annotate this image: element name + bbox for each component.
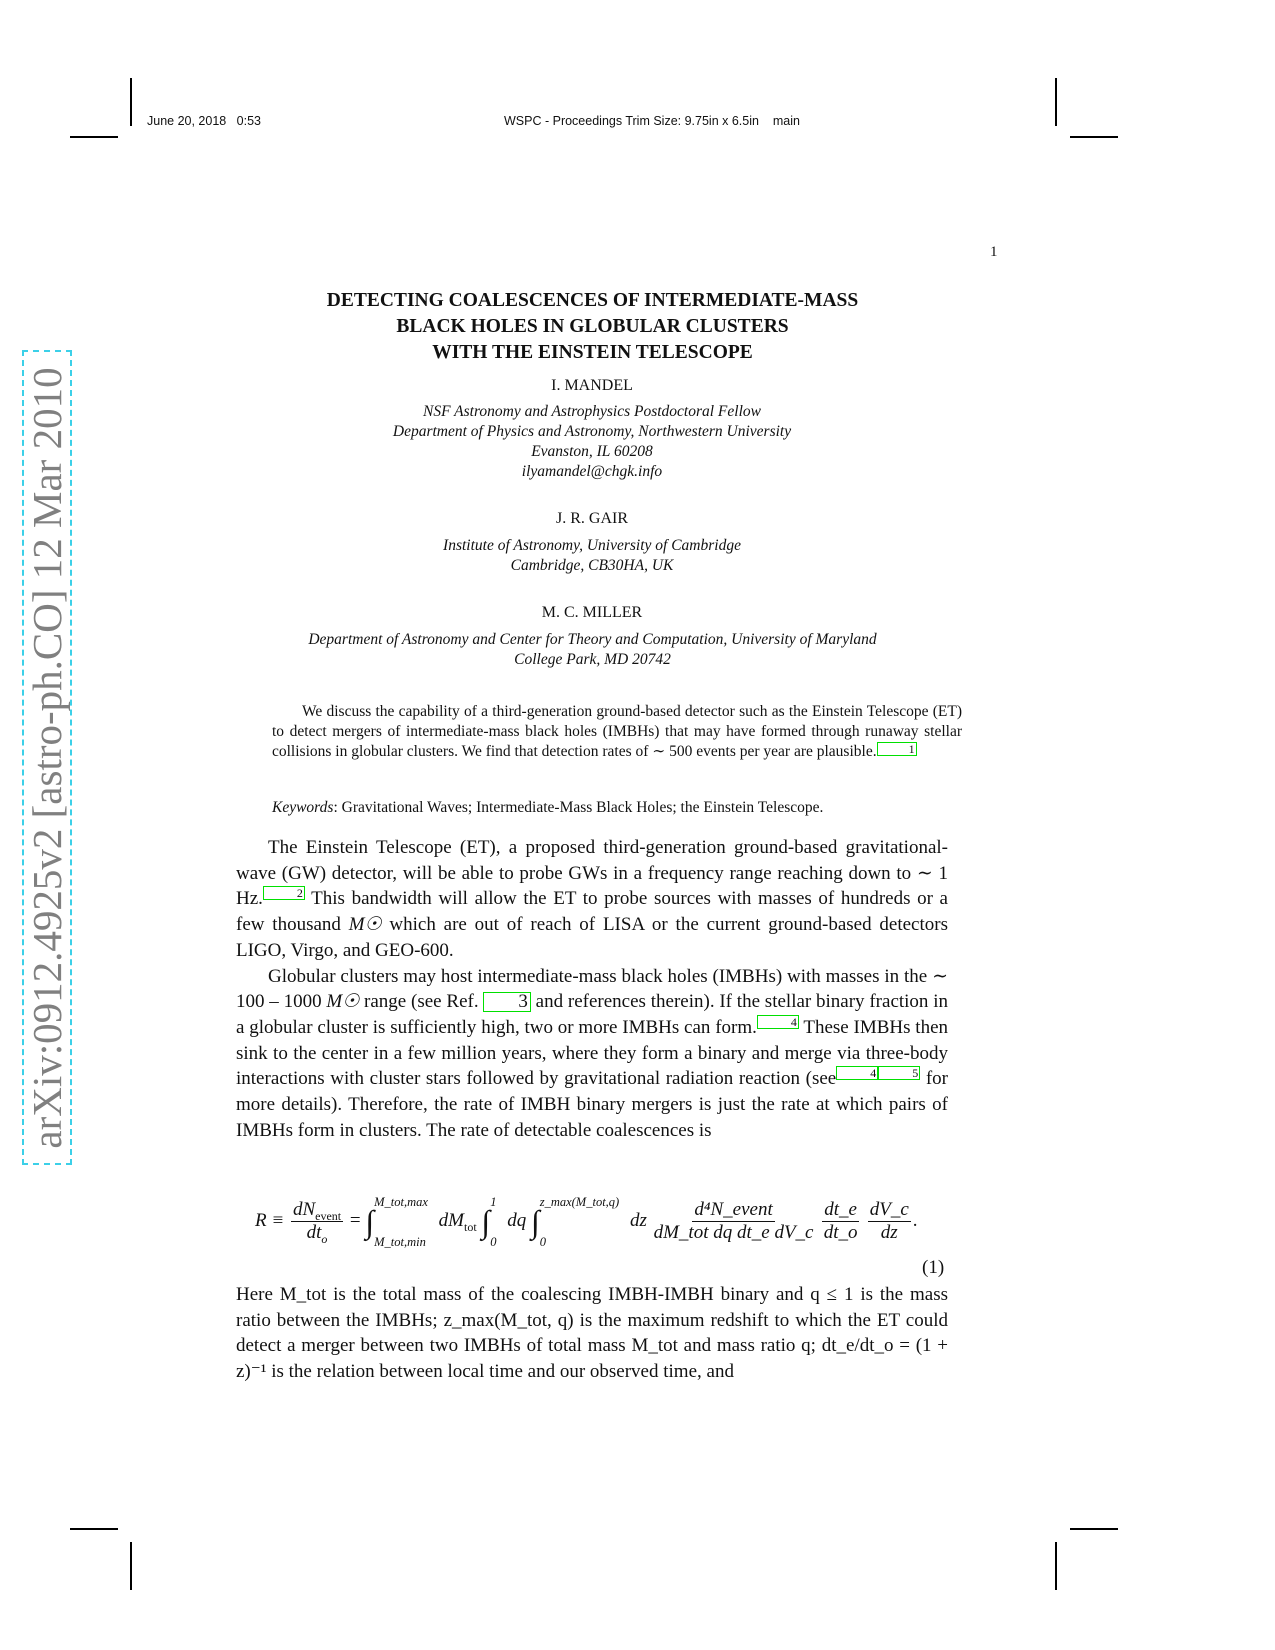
- citation-link[interactable]: 5: [878, 1066, 920, 1080]
- crop-mark: [130, 1542, 132, 1590]
- crop-mark: [70, 136, 118, 138]
- paragraph: The Einstein Telescope (ET), a proposed third-generation ground-based gravitational-wave (GW) detector, will be able to probe GWs in a frequency range reaching down to ∼ 1 Hz. 2 This bandwidth will allow the ET to probe sources with masses of hundreds or a few thousand M☉ which are out of reach of LISA or the current ground-based detectors LIGO, Virgo, and GEO-600.: [236, 837, 948, 961]
- crop-mark: [1070, 1528, 1118, 1530]
- paragraph: Globular clusters may host intermediate-mass black holes (IMBHs) with masses in the ∼ 100 – 1000 M☉ range (see Ref. 3 and references therein). If the stellar binary fraction in a globular cluster is sufficiently high, two or more IMBHs can form. 4 These IMBHs then sink to the center in a few million years, where they form a binary and merge via three-body interactions with cluster stars followed by gravitational radiation reaction (see 4 5 for more details). Therefore, the rate of IMBH binary mergers is just the rate at which pairs of IMBHs form in clusters. The rate of detectable coalescences is: [236, 965, 948, 1141]
- paragraph: Here M_tot is the total mass of the coalescing IMBH-IMBH binary and q ≤ 1 is the mass ratio between the IMBHs; z_max(M_tot, q) is the maximum redshift to which the ET could detect a merger between two IMBHs of total mass M_tot and mass ratio q; dt_e/dt_o = (1 + z)⁻¹ is the relation between local time and our observed time, and: [236, 1284, 948, 1383]
- abstract: We discuss the capability of a third-generation ground-based detector such as the Einstein Telescope (ET) to detect mergers of intermediate-mass black holes (IMBHs) that may have formed through runaway stellar collisions in globular clusters. We find that detection rates of ∼ 500 events per year are plausible. 1: [272, 703, 962, 760]
- equation-number: (1): [922, 1257, 945, 1278]
- author-name: M. C. MILLER: [541, 604, 643, 621]
- arxiv-stamp[interactable]: arXiv:0912.4925v2 [astro-ph.CO] 12 Mar 2010: [22, 350, 72, 1165]
- crop-mark: [70, 1528, 118, 1530]
- keywords: Keywords: Gravitational Waves; Intermediate-Mass Black Holes; the Einstein Telescope.: [272, 799, 824, 816]
- citation-link[interactable]: 4: [836, 1066, 878, 1080]
- citation-link[interactable]: 2: [263, 886, 305, 900]
- equation-1: R ≡ $\frac{dN_{event}}{dt_o}$ = ∫ M_tot,max M_tot,min $dM_{tot}$ ∫ 1 0 dq ∫ z_max(M_tot,q) 0 dz $\frac{\text{d⁴N\_event}}{\text{dM\_tot dq dt\_e dV\_c}}$ $\frac{dt\_e}{dt\_o}$ $\frac{dV\_c}{dz}$ .: [255, 1194, 918, 1249]
- author-name: J. R. GAIR: [555, 510, 628, 527]
- running-header-center: WSPC - Proceedings Trim Size: 9.75in x 6.5in main: [504, 114, 800, 128]
- running-header-date: June 20, 2018 0:53: [147, 114, 262, 128]
- citation-link[interactable]: 4: [757, 1015, 799, 1029]
- crop-mark: [1055, 78, 1057, 126]
- citation-link[interactable]: 3: [483, 992, 531, 1012]
- paper-title: DETECTING COALESCENCES OF INTERMEDIATE-MASS BLACK HOLES IN GLOBULAR CLUSTERS WITH THE EINSTEIN TELESCOPE: [326, 290, 859, 363]
- page-number: 1: [990, 244, 998, 260]
- author-affiliation: Department of Astronomy and Center for Theory and Computation, University of Maryland College Park, MD 20742: [308, 631, 877, 668]
- crop-mark: [130, 78, 132, 126]
- crop-mark: [1055, 1542, 1057, 1590]
- author-affiliation: NSF Astronomy and Astrophysics Postdoctoral Fellow Department of Physics and Astronomy, Northwestern University Evanston, IL 60208 ilyamandel@chgk.info: [392, 403, 792, 480]
- body-text: [236, 835, 948, 1143]
- crop-mark: [1070, 136, 1118, 138]
- author-name: I. MANDEL: [551, 377, 633, 394]
- citation-link[interactable]: 1: [877, 742, 917, 756]
- author-affiliation: Institute of Astronomy, University of Cambridge Cambridge, CB30HA, UK: [443, 537, 741, 574]
